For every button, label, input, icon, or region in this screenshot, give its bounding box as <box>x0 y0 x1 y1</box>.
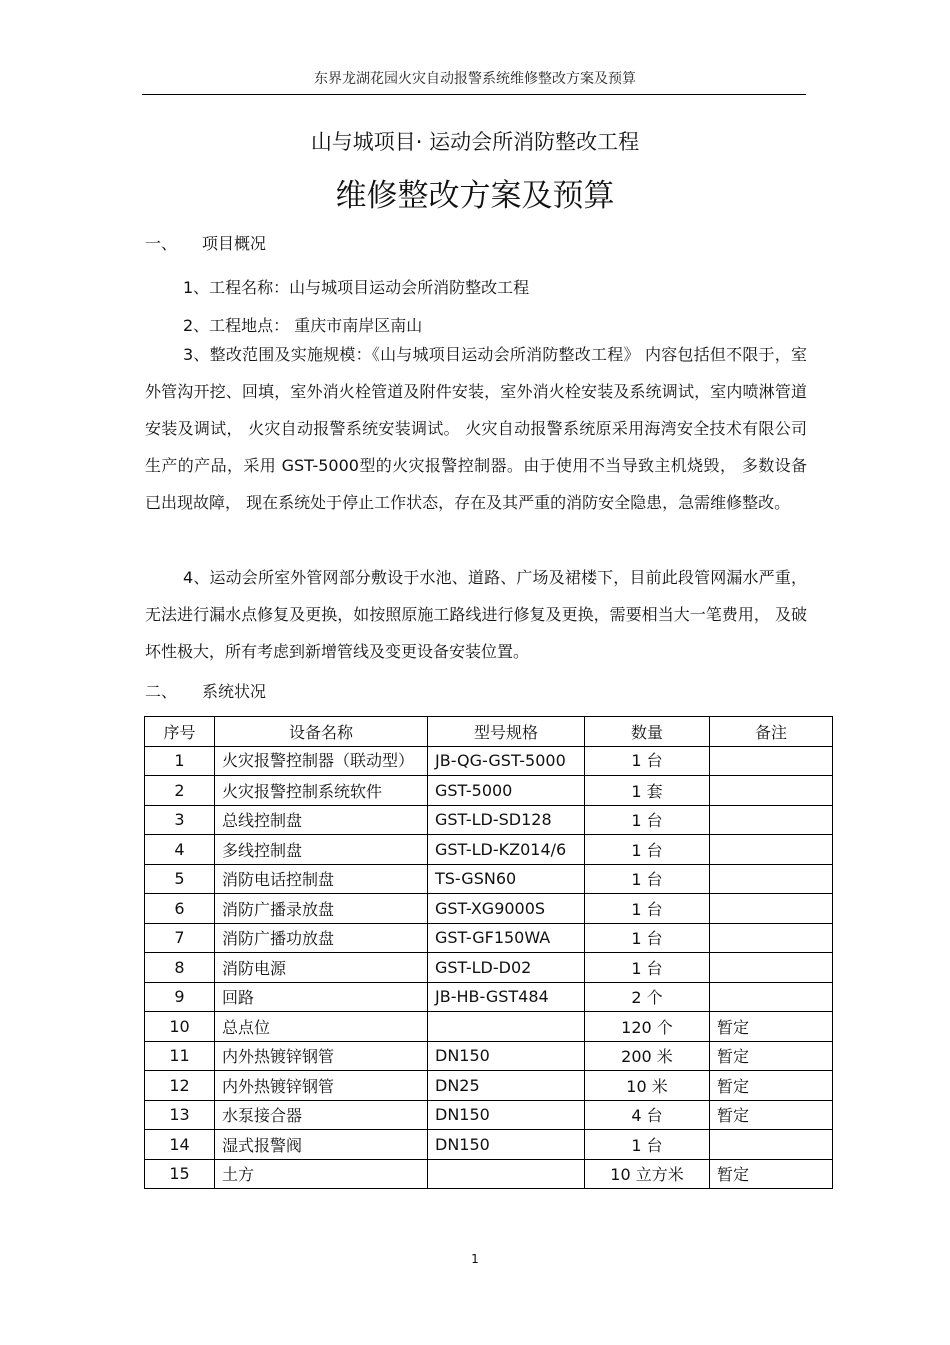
table-row <box>145 864 833 894</box>
cell-index: 7 <box>145 923 215 953</box>
table-row <box>145 1071 833 1101</box>
cell-model: TS-GSN60 <box>428 864 585 894</box>
cell-name: 消防电话控制盘 <box>215 864 428 894</box>
section-number: 二、 <box>145 682 178 701</box>
cell-index: 5 <box>145 864 215 894</box>
cell-model: GST-5000 <box>428 776 585 806</box>
cell-note <box>710 953 833 983</box>
cell-index: 10 <box>145 1012 215 1042</box>
cell-model: DN150 <box>428 1130 585 1160</box>
section-number: 一、 <box>145 234 178 253</box>
cell-note <box>710 805 833 835</box>
cell-quantity: 1 台 <box>585 835 710 865</box>
cell-model: JB-HB-GST484 <box>428 982 585 1012</box>
cell-index: 4 <box>145 835 215 865</box>
cell-note <box>710 894 833 924</box>
cell-model: DN150 <box>428 1041 585 1071</box>
overview-item-3: 3、整改范围及实施规模：《山与城项目运动会所消防整改工程》 内容包括但不限于，室外管沟开挖、回填，室外消火栓管道及附件安装，室外消火栓安装及系统调试，室内喷淋管道安装及调试， 火灾自动报警系统安装调试。 火灾自动报警系统原采用海湾安全技术有限公司生产的产品，采用 GST-5000型的火灾报警控制器。由于使用不当导致主机烧毁， 多数设备已出现故障， 现在系统处于停止工作状态，存在及其严重的消防安全隐患，急需维修整改。 <box>145 345 807 512</box>
cell-model <box>428 1159 585 1189</box>
cell-name: 消防广播功放盘 <box>215 923 428 953</box>
table-row <box>145 776 833 806</box>
section-label: 项目概况 <box>202 234 267 253</box>
column-header-quantity: 数量 <box>585 717 710 747</box>
cell-name: 土方 <box>215 1159 428 1189</box>
cell-quantity: 1 台 <box>585 805 710 835</box>
table-row <box>145 835 833 865</box>
cell-model: GST-LD-KZ014/6 <box>428 835 585 865</box>
header-divider <box>142 94 806 95</box>
cell-quantity: 120 个 <box>585 1012 710 1042</box>
project-title: 山与城项目· 运动会所消防整改工程 <box>310 130 640 154</box>
cell-quantity: 10 立方米 <box>585 1159 710 1189</box>
cell-index: 14 <box>145 1130 215 1160</box>
cell-name: 消防广播录放盘 <box>215 894 428 924</box>
table-row <box>145 894 833 924</box>
page-number: 1 <box>471 1252 479 1266</box>
cell-model: GST-LD-SD128 <box>428 805 585 835</box>
cell-index: 3 <box>145 805 215 835</box>
cell-index: 9 <box>145 982 215 1012</box>
cell-quantity: 1 台 <box>585 1130 710 1160</box>
cell-quantity: 1 台 <box>585 864 710 894</box>
cell-model: DN150 <box>428 1100 585 1130</box>
table-header-row <box>145 717 833 747</box>
cell-note <box>710 864 833 894</box>
cell-quantity: 1 套 <box>585 776 710 806</box>
cell-note <box>710 835 833 865</box>
cell-name: 湿式报警阀 <box>215 1130 428 1160</box>
table-row <box>145 982 833 1012</box>
cell-note <box>710 923 833 953</box>
cell-name: 水泵接合器 <box>215 1100 428 1130</box>
cell-index: 1 <box>145 746 215 776</box>
table-row <box>145 1100 833 1130</box>
column-header-name: 设备名称 <box>215 717 428 747</box>
section-heading-system-status <box>145 679 266 702</box>
overview-item-1: 1、工程名称：山与城项目运动会所消防整改工程 <box>183 278 530 297</box>
cell-quantity: 4 台 <box>585 1100 710 1130</box>
overview-item-4: 4、运动会所室外管网部分敷设于水池、道路、广场及裙楼下，目前此段管网漏水严重，无法进行漏水点修复及更换，如按照原施工路线进行修复及更换，需要相当大一笔费用， 及破坏性极大，所有考虑到新增管线及变更设备安装位置。 <box>145 568 807 661</box>
cell-index: 2 <box>145 776 215 806</box>
cell-quantity: 2 个 <box>585 982 710 1012</box>
cell-note <box>710 776 833 806</box>
cell-quantity: 1 台 <box>585 894 710 924</box>
column-header-model: 型号规格 <box>428 717 585 747</box>
table-row <box>145 1041 833 1071</box>
cell-name: 内外热镀锌钢管 <box>215 1041 428 1071</box>
cell-index: 13 <box>145 1100 215 1130</box>
table-row <box>145 1012 833 1042</box>
cell-name: 消防电源 <box>215 953 428 983</box>
cell-name: 总点位 <box>215 1012 428 1042</box>
section-label: 系统状况 <box>202 682 267 701</box>
cell-quantity: 1 台 <box>585 923 710 953</box>
table-row <box>145 953 833 983</box>
cell-quantity: 200 米 <box>585 1041 710 1071</box>
cell-index: 6 <box>145 894 215 924</box>
cell-note: 暂定 <box>710 1012 833 1042</box>
cell-name: 回路 <box>215 982 428 1012</box>
cell-model <box>428 1012 585 1042</box>
section-heading-overview <box>145 231 266 254</box>
cell-quantity: 1 台 <box>585 953 710 983</box>
cell-index: 12 <box>145 1071 215 1101</box>
cell-model: GST-LD-D02 <box>428 953 585 983</box>
cell-model: JB-QG-GST-5000 <box>428 746 585 776</box>
cell-note: 暂定 <box>710 1159 833 1189</box>
table-row <box>145 923 833 953</box>
column-header-note: 备注 <box>710 717 833 747</box>
overview-item-2: 2、工程地点： 重庆市南岸区南山 <box>183 316 423 335</box>
table-row <box>145 746 833 776</box>
table-row <box>145 1159 833 1189</box>
table-row <box>145 805 833 835</box>
cell-name: 火灾报警控制系统软件 <box>215 776 428 806</box>
cell-note <box>710 982 833 1012</box>
cell-note <box>710 1130 833 1160</box>
cell-note <box>710 746 833 776</box>
document-title: 维修整改方案及预算 <box>335 178 615 214</box>
cell-quantity: 10 米 <box>585 1071 710 1101</box>
cell-note: 暂定 <box>710 1100 833 1130</box>
cell-model: GST-GF150WA <box>428 923 585 953</box>
cell-model: GST-XG9000S <box>428 894 585 924</box>
cell-name: 火灾报警控制器（联动型） <box>215 746 428 776</box>
cell-note: 暂定 <box>710 1071 833 1101</box>
cell-name: 内外热镀锌钢管 <box>215 1071 428 1101</box>
column-header-index: 序号 <box>145 717 215 747</box>
page-header: 东界龙湖花园火灾自动报警系统维修整改方案及预算 <box>314 71 636 87</box>
cell-index: 8 <box>145 953 215 983</box>
cell-index: 11 <box>145 1041 215 1071</box>
table-row <box>145 1130 833 1160</box>
cell-name: 多线控制盘 <box>215 835 428 865</box>
cell-name: 总线控制盘 <box>215 805 428 835</box>
cell-quantity: 1 台 <box>585 746 710 776</box>
cell-model: DN25 <box>428 1071 585 1101</box>
cell-note: 暂定 <box>710 1041 833 1071</box>
cell-index: 15 <box>145 1159 215 1189</box>
equipment-table <box>144 716 833 1189</box>
